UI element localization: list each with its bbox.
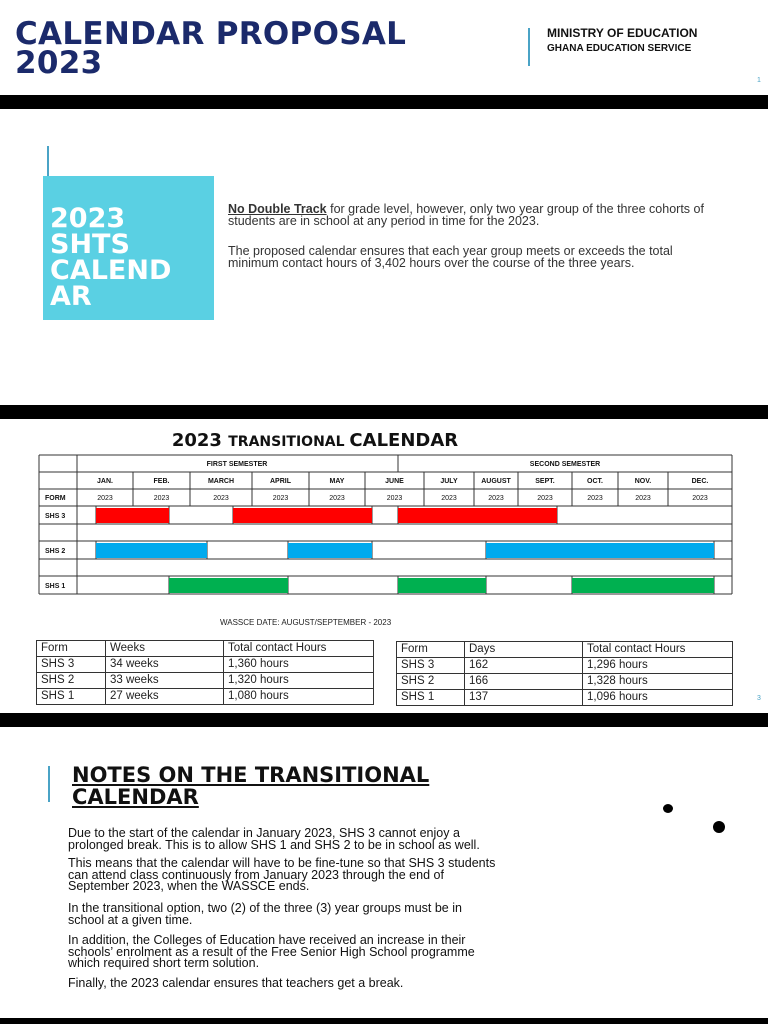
header-cell: Form	[397, 642, 465, 658]
cell: 166	[465, 674, 583, 690]
note-line: Finally, the 2023 calendar ensures that teachers get a break.	[68, 976, 404, 990]
notes-title	[72, 764, 429, 808]
shs2-term-bar	[486, 543, 714, 558]
note-line: This means that the calendar will have to be fine-tune so that SHS 3 students	[68, 856, 496, 870]
month-label: SEPT.	[535, 478, 555, 485]
double-track-text: for grade level, however, only two year group of the three cohorts of students are in school at any period in time for the 2023.	[228, 202, 704, 228]
transitional-calendar-title	[0, 430, 630, 451]
note-paragraph	[68, 828, 648, 851]
note-line: Due to the start of the calendar in January 2023, SHS 3 cannot enjoy a	[68, 826, 460, 840]
note-paragraph	[68, 978, 648, 990]
cell: SHS 2	[397, 674, 465, 690]
box-line: AR	[50, 281, 92, 312]
cell: 27 weeks	[106, 689, 224, 705]
month-label: OCT.	[587, 478, 603, 485]
slide-separator	[0, 713, 768, 727]
note-paragraph	[68, 935, 648, 970]
month-label: AUGUST	[481, 478, 511, 485]
note-paragraph	[68, 903, 648, 926]
year-label: 2023	[386, 495, 403, 502]
slide-separator	[0, 405, 768, 419]
page-number: 1	[757, 77, 761, 84]
cell: 33 weeks	[106, 673, 224, 689]
ministry-name: MINISTRY OF EDUCATION	[547, 26, 698, 40]
table-header-row	[37, 641, 374, 657]
box-line: CALEND	[50, 255, 172, 286]
year-label: 2023	[153, 495, 170, 502]
days-table	[396, 641, 733, 706]
gantt-calendar	[0, 450, 768, 600]
note-line: schools’ enrolment as a result of the Free Senior High School programme	[68, 944, 475, 959]
month-label: JUNE	[385, 478, 404, 485]
note-line: school at a given time.	[68, 912, 193, 927]
slide-separator	[0, 95, 768, 109]
double-track-link: No Double Track	[228, 202, 327, 216]
service-name: GHANA EDUCATION SERVICE	[547, 43, 692, 54]
year-label: 2023	[537, 495, 553, 502]
header-divider	[528, 28, 530, 66]
shts-calendar-label	[50, 203, 210, 312]
cell: 137	[465, 690, 583, 706]
month-label: MAY	[329, 478, 345, 485]
year-label: 2023	[692, 495, 708, 502]
note-line: September 2023, when the WASSCE ends.	[68, 879, 310, 893]
note-line: can attend class continuously from January 2023 through the end of	[68, 867, 444, 882]
row-label-shs3: SHS 3	[45, 513, 66, 520]
month-label: DEC.	[691, 478, 709, 485]
cell: 1,080 hours	[224, 689, 374, 705]
year-label: 2023	[635, 495, 651, 502]
header-cell: Total contact Hours	[583, 642, 733, 658]
form-label: FORM	[45, 495, 66, 502]
row-label-shs2: SHS 2	[45, 548, 66, 555]
year-label: 2023	[213, 495, 229, 502]
title-transitional: TRANSITIONAL	[228, 434, 350, 450]
cell: 34 weeks	[106, 657, 224, 673]
table-row	[397, 690, 733, 706]
shs1-term-bar	[572, 578, 714, 593]
notes-title-line2: CALENDAR	[72, 785, 199, 809]
table-row	[397, 674, 733, 690]
note-paragraph	[68, 858, 648, 893]
note-line: prolonged break. This is to allow SHS 1 and SHS 2 to be in school as well.	[68, 837, 480, 852]
cell: SHS 1	[37, 689, 106, 705]
slide-separator	[0, 1018, 768, 1024]
shs1-term-bar	[169, 578, 288, 593]
note-line: In the transitional option, two (2) of the three (3) year groups must be in	[68, 901, 462, 915]
first-semester-label: FIRST SEMESTER	[206, 461, 268, 468]
title-calendar: CALENDAR	[349, 430, 459, 451]
month-label: MARCH	[207, 478, 235, 485]
cell: 1,296 hours	[583, 658, 733, 674]
title-year: 2023	[171, 430, 229, 451]
notes-title-line1: NOTES ON THE TRANSITIONAL	[72, 763, 430, 787]
header-cell: Days	[465, 642, 583, 658]
month-label: FEB.	[153, 478, 170, 485]
shs3-term-bar	[233, 508, 372, 523]
proposal-title-line1: CALENDAR PROPOSAL	[15, 16, 407, 52]
cell: 1,320 hours	[224, 673, 374, 689]
proposal-title-line2: 2023	[15, 45, 103, 81]
note-line: In addition, the Colleges of Education have received an increase in their	[68, 933, 466, 947]
year-label: 2023	[488, 495, 504, 502]
year-label: 2023	[441, 495, 457, 502]
month-label: NOV.	[634, 478, 652, 485]
cell: 1,096 hours	[583, 690, 733, 706]
box-line: 2023	[50, 203, 126, 234]
decorative-dot	[713, 821, 725, 833]
header-cell: Weeks	[106, 641, 224, 657]
cell: 1,360 hours	[224, 657, 374, 673]
note-line: which required short term solution.	[68, 956, 260, 970]
shs1-term-bar	[398, 578, 486, 593]
shs2-term-bar	[96, 543, 207, 558]
wassce-date: WASSCE DATE: AUGUST/SEPTEMBER - 2023	[220, 618, 392, 627]
year-label: 2023	[97, 495, 113, 502]
month-label: JULY	[440, 478, 458, 485]
table-row	[37, 673, 374, 689]
table-header-row	[397, 642, 733, 658]
contact-hours-paragraph: The proposed calendar ensures that each year group meets or exceeds the total minimum contact hours of 3,402 hours over the course of the three years.	[228, 244, 673, 270]
table-row	[397, 658, 733, 674]
second-semester-label: SECOND SEMESTER	[529, 461, 601, 468]
cell: SHS 1	[397, 690, 465, 706]
month-label: JAN.	[97, 478, 113, 485]
double-track-paragraph	[228, 203, 718, 227]
decorative-dot	[663, 804, 673, 813]
year-label: 2023	[587, 495, 603, 502]
weeks-table	[36, 640, 374, 705]
cell: 162	[465, 658, 583, 674]
year-label: 2023	[272, 495, 289, 502]
cell: SHS 3	[397, 658, 465, 674]
header-cell: Total contact Hours	[224, 641, 374, 657]
month-label: APRIL	[270, 478, 291, 485]
accent-line	[48, 766, 50, 802]
box-line: SHTS	[50, 229, 130, 260]
row-label-shs1: SHS 1	[45, 583, 66, 590]
cell: SHS 3	[37, 657, 106, 673]
shs2-term-bar	[288, 543, 372, 558]
proposal-title	[15, 16, 485, 81]
page-number: 3	[757, 695, 761, 702]
header-cell: Form	[37, 641, 106, 657]
table-row	[37, 657, 374, 673]
accent-line	[47, 146, 49, 176]
shs3-term-bar	[398, 508, 557, 523]
year-label: 2023	[329, 495, 345, 502]
cell: SHS 2	[37, 673, 106, 689]
cell: 1,328 hours	[583, 674, 733, 690]
table-row	[37, 689, 374, 705]
shs3-term-bar	[96, 508, 169, 523]
